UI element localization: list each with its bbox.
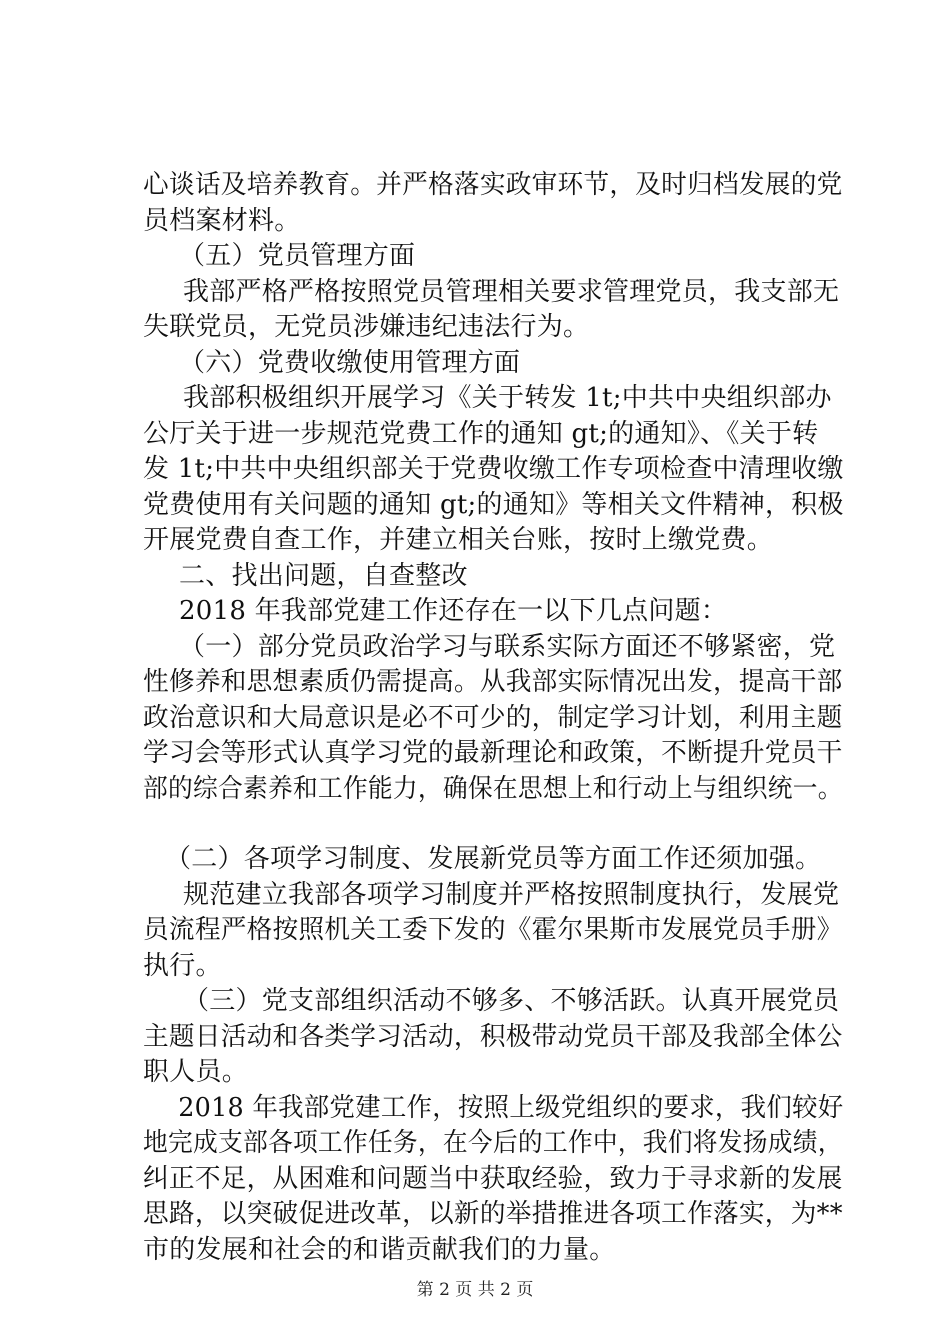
body-line: 2018 年我部党建工作还存在一以下几点问题： — [179, 596, 728, 626]
body-line: 思路，以突破促进改革，以新的举措推进各项工作落实，为** — [143, 1199, 843, 1229]
body-line: 发 1t;中共中央组织部关于党费收缴工作专项检查中清理收缴 — [143, 454, 844, 484]
body-line: 心谈话及培养教育。并严格落实政审环节，及时归档发展的党 — [143, 170, 843, 200]
body-line: 部的综合素养和工作能力，确保在思想上和行动上与组织统一。 — [143, 773, 843, 804]
body-line: 执行。 — [143, 950, 222, 981]
section-heading: （二）各项学习制度、发展新党员等方面工作还须加强。 — [165, 844, 822, 874]
body-line: 公厅关于进一步规范党费工作的通知 gt;的通知》、《关于转 — [143, 418, 819, 449]
body-line: 纠正不足，从困难和问题当中获取经验，致力于寻求新的发展 — [143, 1163, 843, 1194]
page-footer: 第 2 页 共 2 页 — [416, 1280, 534, 1300]
body-line: 地完成支部各项工作任务，在今后的工作中，我们将发扬成绩， — [143, 1128, 843, 1158]
body-line: 性修养和思想素质仍需提高。从我部实际情况出发，提高干部 — [143, 667, 843, 697]
body-line: 党费使用有关问题的通知 gt;的通知》等相关文件精神，积极 — [143, 489, 844, 520]
section-heading: （三）党支部组织活动不够多、不够活跃。认真开展党员 — [183, 986, 840, 1016]
section-heading: （五）党员管理方面 — [179, 241, 416, 271]
body-line: 规范建立我部各项学习制度并严格按照制度执行，发展党 — [183, 879, 840, 910]
body-line: 职人员。 — [143, 1057, 249, 1087]
body-line: （一）部分党员政治学习与联系实际方面还不够紧密，党 — [179, 631, 836, 662]
section-heading: 二、找出问题，自查整改 — [179, 560, 468, 591]
body-line: 员流程严格按照机关工委下发的《霍尔果斯市发展党员手册》 — [143, 915, 843, 945]
body-line: 员档案材料。 — [143, 205, 301, 236]
document-body — [143, 168, 844, 1268]
body-line: 市的发展和社会的和谐贡献我们的力量。 — [143, 1234, 616, 1265]
body-line: 我部严格严格按照党员管理相关要求管理党员，我支部无 — [183, 276, 840, 307]
body-line: 开展党费自查工作，并建立相关台账，按时上缴党费。 — [143, 525, 774, 555]
body-line: 政治意识和大局意识是必不可少的，制定学习计划，利用主题 — [143, 702, 843, 733]
body-line: 2018 年我部党建工作，按照上级党组织的要求，我们较好 — [178, 1092, 844, 1123]
section-heading: （六）党费收缴使用管理方面 — [179, 347, 521, 378]
body-line: 主题日活动和各类学习活动，积极带动党员干部及我部全体公 — [143, 1021, 843, 1052]
body-line: 我部积极组织开展学习《关于转发 1t;中共中央组织部办 — [183, 383, 832, 413]
body-line: 学习会等形式认真学习党的最新理论和政策，不断提升党员干 — [143, 738, 843, 768]
body-line: 失联党员，无党员涉嫌违纪违法行为。 — [143, 312, 590, 342]
